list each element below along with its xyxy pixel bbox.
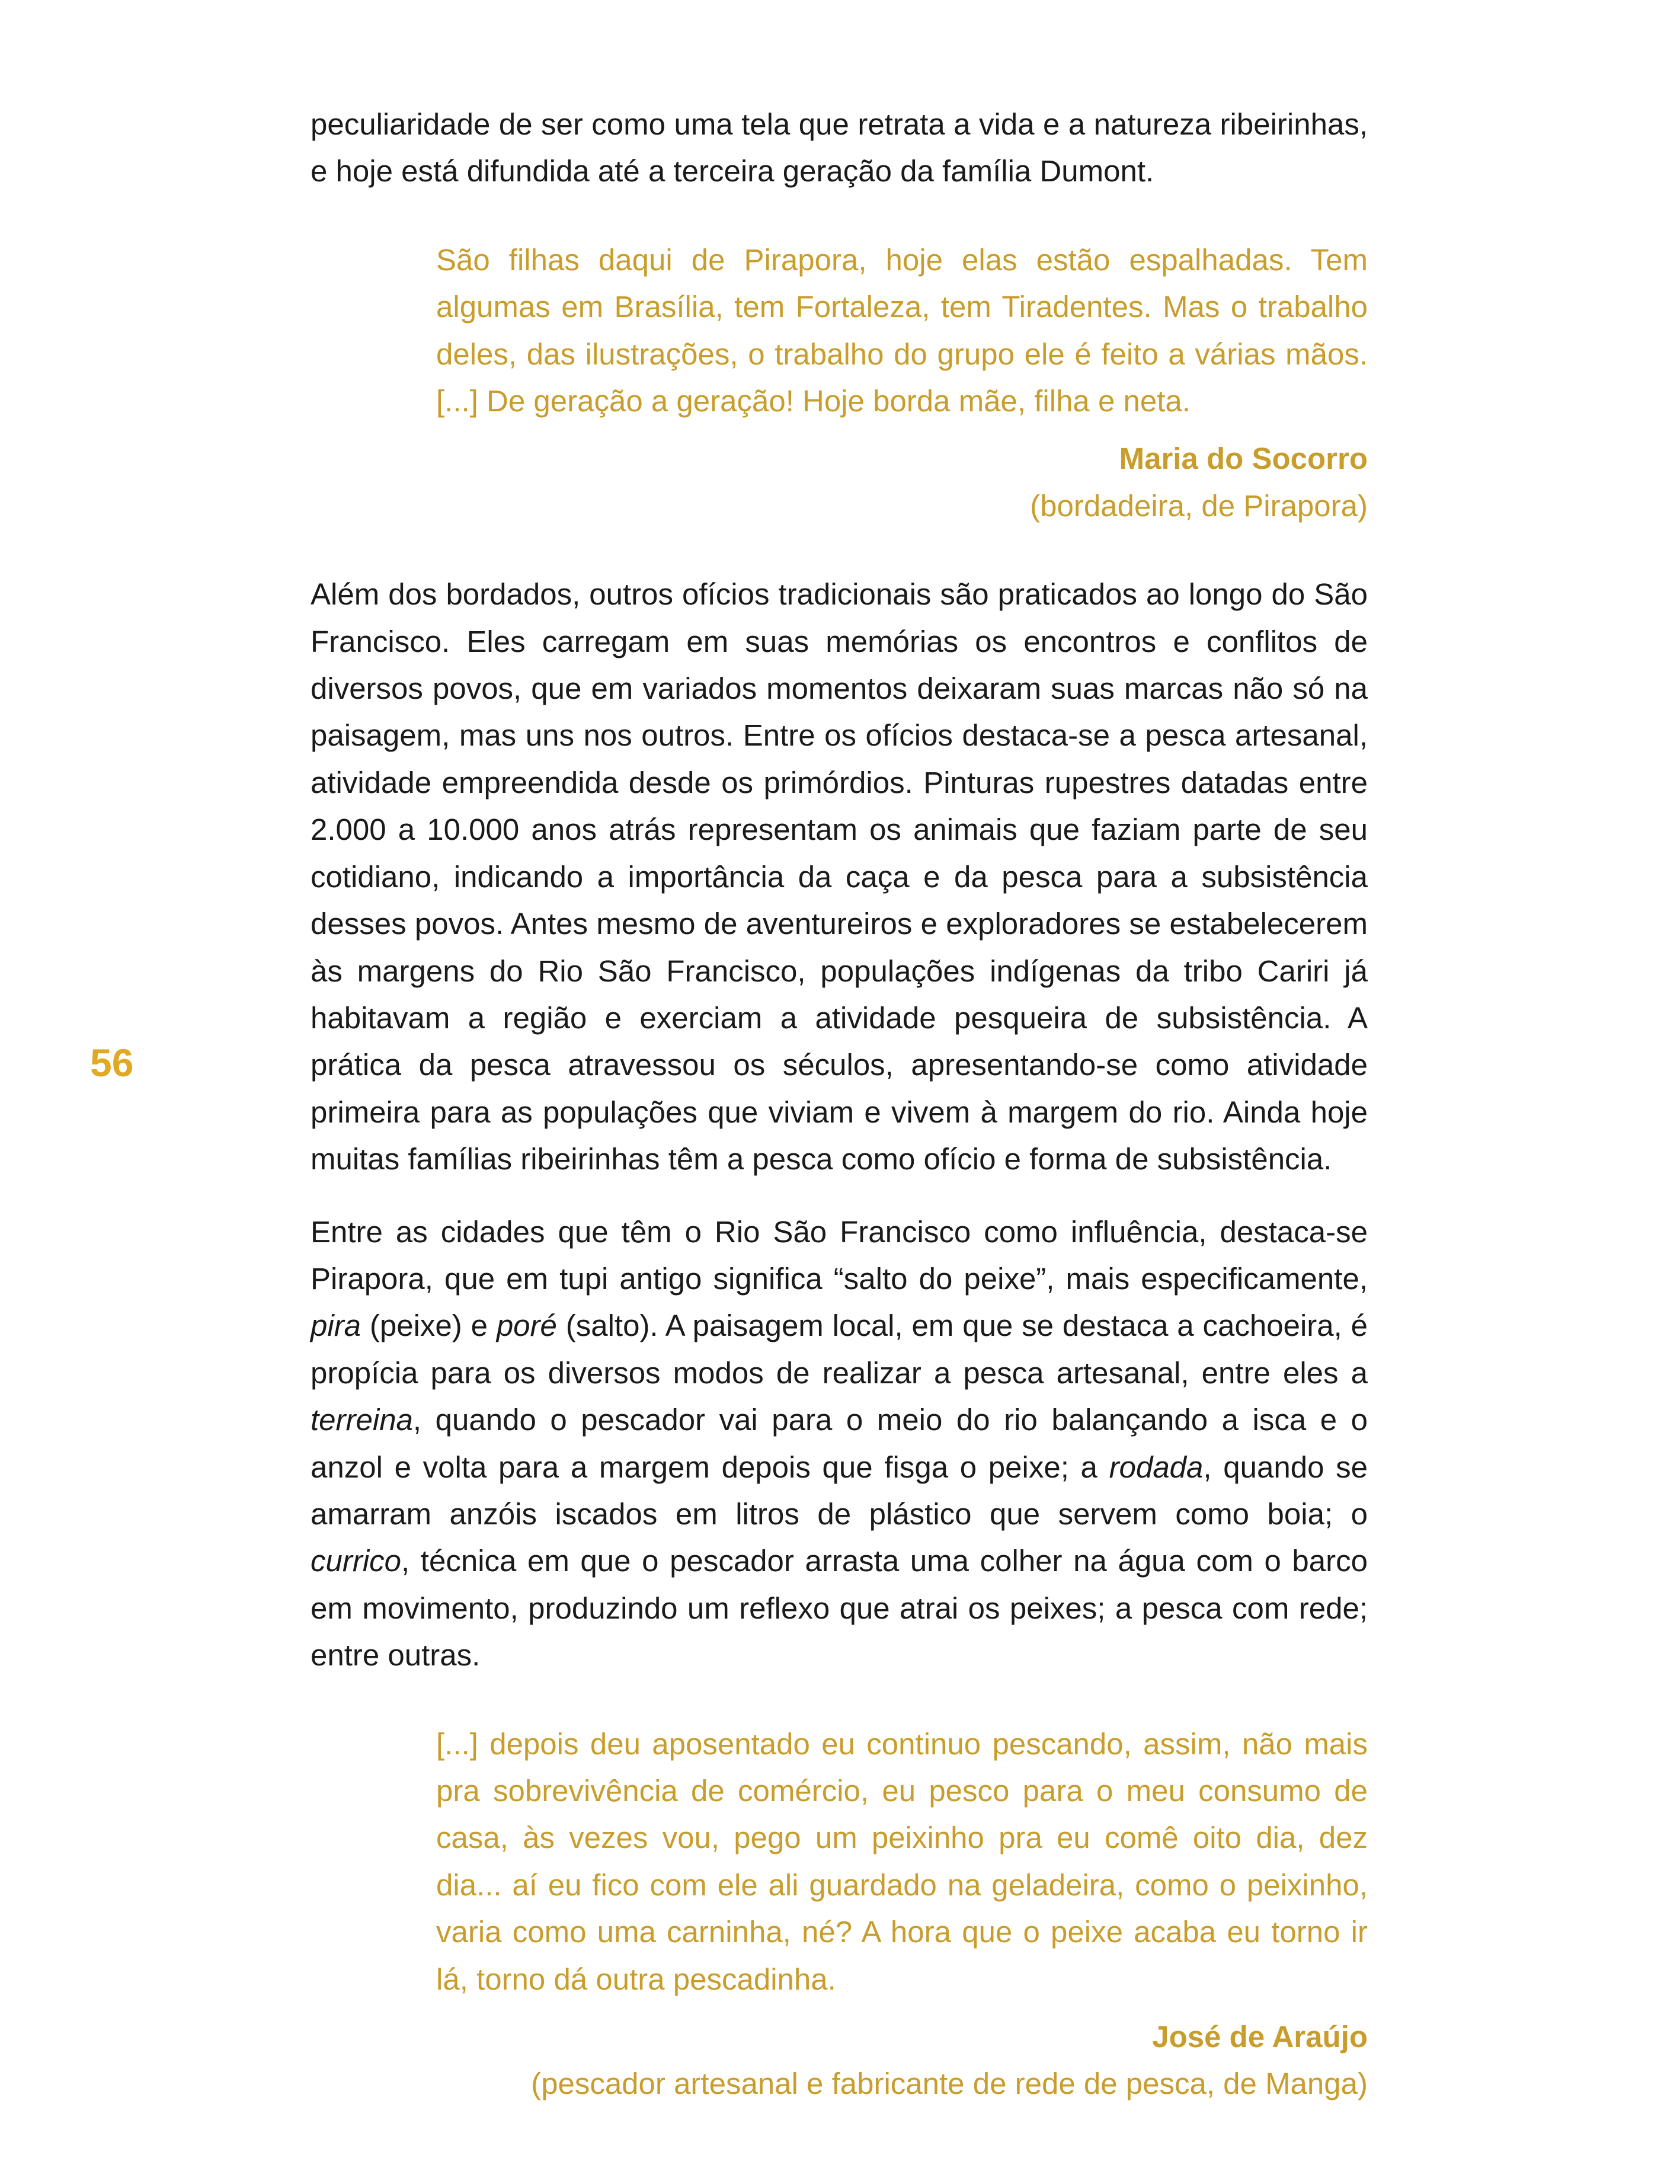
quote-author-role: (bordadeira, de Pirapora) <box>1030 488 1368 523</box>
text-segment: , quando o pescador vai para o meio do rio balançando a isca e o anzol e volta para a margem depois que fisga o peixe; a <box>311 1403 1368 1484</box>
text-segment: (salto). A paisagem local, em que se destaca a cachoeira, é propícia para os diversos modos de realizar a pesca artesanal, entre eles a <box>311 1309 1368 1390</box>
paragraph-oficios: Além dos bordados, outros ofícios tradicionais são praticados ao longo do São Francisco. Eles carregam em suas memórias os encontros e conflitos de diversos povos, que em variados momentos deixaram suas marcas não só na paisagem, mas uns nos outros. Entre os ofícios destaca-se a pesca artesanal, atividade empreendida desde os primórdios. Pinturas rupestres datadas entre 2.000 a 10.000 anos atrás representam os animais que faziam parte de seu cotidiano, indicando a importância da caça e da pesca para a subsistência desses povos. Antes mesmo de aventureiros e exploradores se estabelecerem às margens do Rio São Francisco, populações indígenas da tribo Cariri já habitavam a região e exerciam a atividade pesqueira de subsistência. A prática da pesca atravessou os séculos, apresentando-se como atividade primeira para as populações que viviam e vivem à margem do rio. Ainda hoje muitas famílias ribeirinhas têm a pesca como ofício e forma de subsistência. <box>311 577 1368 1176</box>
text-segment: Entre as cidades que têm o Rio São Francisco como influência, destaca-se Pirapora, que em tupi antigo significa “salto do peixe”, mais especificamente, <box>311 1214 1368 1296</box>
quote-jose-de-araujo <box>436 1721 1368 2108</box>
quote-author: Maria do Socorro <box>1119 442 1368 476</box>
paragraph-pirapora <box>311 1208 1368 1679</box>
quote-text: [...] depois deu aposentado eu continuo pescando, assim, não mais pra sobrevivência de comércio, eu pesco para o meu consumo de casa, às vezes vou, pego um peixinho pra eu comê oito dia, dez dia... aí eu fico com ele ali guardado na geladeira, como o peixinho, varia como uma carninha, né? A hora que o peixe acaba eu torno ir lá, torno dá outra pescadinha. <box>436 1726 1368 1996</box>
paragraph-intro: peculiaridade de ser como uma tela que retrata a vida e a natureza ribeirinhas, e hoje está difundida até a terceira geração da família Dumont. <box>311 107 1368 188</box>
quote-author: José de Araújo <box>1152 2020 1368 2054</box>
text-column <box>311 101 1368 2149</box>
quote-text: São filhas daqui de Pirapora, hoje elas estão espalhadas. Tem algumas em Brasília, tem Fortaleza, tem Tiradentes. Mas o trabalho deles, das ilustrações, o trabalho do grupo ele é feito a várias mãos. [...] De geração a geração! Hoje borda mãe, filha e neta. <box>436 242 1368 418</box>
term-rodada: rodada <box>1109 1450 1204 1484</box>
text-segment: , quando se amarram anzóis iscados em litros de plástico que servem como boia; o <box>311 1450 1368 1531</box>
quote-maria-do-socorro <box>436 236 1368 529</box>
term-pira: pira <box>311 1309 361 1343</box>
term-terreina: terreina <box>311 1403 413 1437</box>
page-number: 56 <box>90 1041 134 1085</box>
quote-author-role: (pescador artesanal e fabricante de rede de pesca, de Manga) <box>531 2067 1368 2101</box>
term-pore: poré <box>496 1309 557 1343</box>
term-currico: currico <box>311 1544 402 1578</box>
text-segment: , técnica em que o pescador arrasta uma colher na água com o barco em movimento, produzindo um reflexo que atrai os peixes; a pesca com rede; entre outras. <box>311 1544 1368 1673</box>
text-segment: (peixe) e <box>361 1309 497 1343</box>
